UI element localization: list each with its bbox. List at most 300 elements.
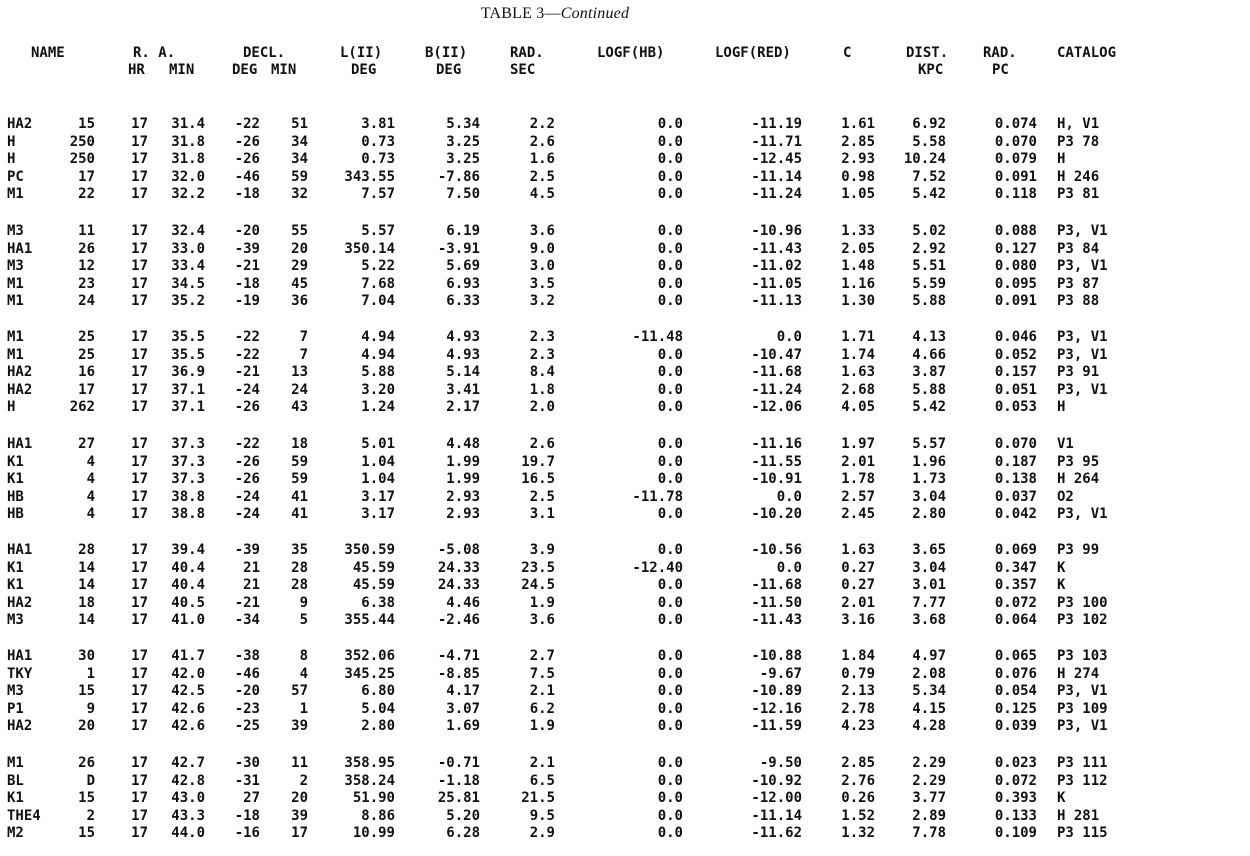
cell-c-value: 2.45 xyxy=(841,506,875,523)
cell-catalog: P3, V1 xyxy=(1057,329,1108,345)
cell-ra-hr: 17 xyxy=(131,594,148,611)
cell-catalog: P3 112 xyxy=(1057,772,1108,789)
cell-logf-hb: 0.0 xyxy=(657,683,683,700)
cell-c-value: 1.71 xyxy=(841,329,875,345)
cell-ra-min: 44.0 xyxy=(171,825,205,842)
cell-dist: 1.73 xyxy=(912,471,946,488)
cell-b2: 3.25 xyxy=(446,133,480,150)
cell-catalog: V1 xyxy=(1057,436,1074,452)
cell-number: 12 xyxy=(78,258,95,275)
cell-b2: 5.20 xyxy=(446,807,480,824)
cell-decl-min: 7 xyxy=(299,346,308,363)
cell-ra-hr: 17 xyxy=(131,825,148,842)
cell-decl-min: 1 xyxy=(299,700,308,717)
cell-logf-red: -11.59 xyxy=(751,718,802,735)
cell-rad-pc: 0.138 xyxy=(994,471,1037,488)
cell-dist: 2.29 xyxy=(912,755,946,771)
cell-rad-pc: 0.064 xyxy=(994,612,1037,629)
cell-name: HA1 xyxy=(7,240,33,257)
cell-rad-pc: 0.347 xyxy=(994,559,1037,576)
cell-number: 14 xyxy=(78,577,95,594)
cell-name: K1 xyxy=(7,790,24,807)
cell-ra-min: 40.5 xyxy=(171,594,205,611)
cell-logf-red: -11.50 xyxy=(751,594,802,611)
cell-decl-min: 13 xyxy=(291,364,308,381)
cell-dist: 5.88 xyxy=(912,381,946,398)
cell-dist: 5.02 xyxy=(912,223,946,239)
cell-logf-hb: 0.0 xyxy=(657,116,683,132)
cell-ra-hr: 17 xyxy=(131,488,148,505)
cell-b2: -4.71 xyxy=(437,648,480,664)
cell-decl-deg: -16 xyxy=(234,825,260,842)
cell-decl-min: 2 xyxy=(299,772,308,789)
cell-number: D xyxy=(86,772,95,789)
cell-rad-pc: 0.053 xyxy=(994,399,1037,416)
cell-b2: 25.81 xyxy=(437,790,480,807)
header-rad-pc-unit: PC xyxy=(992,62,1009,78)
cell-c-value: 1.63 xyxy=(841,542,875,558)
cell-rad-pc: 0.109 xyxy=(994,825,1037,842)
header-decl-min: MIN xyxy=(271,62,297,78)
cell-logf-hb: 0.0 xyxy=(657,240,683,257)
cell-c-value: 1.05 xyxy=(841,186,875,203)
header-rad-sec-unit: SEC xyxy=(510,62,536,78)
cell-dist: 1.96 xyxy=(912,453,946,470)
cell-rad-pc: 0.076 xyxy=(994,665,1037,682)
cell-dist: 7.52 xyxy=(912,168,946,185)
table-title-prefix: TABLE 3— xyxy=(480,5,561,22)
cell-l2: 5.01 xyxy=(361,436,395,452)
cell-ra-hr: 17 xyxy=(131,133,148,150)
cell-catalog: H 281 xyxy=(1057,807,1100,824)
cell-name: M1 xyxy=(7,186,24,203)
cell-dist: 3.87 xyxy=(912,364,946,381)
cell-b2: 5.14 xyxy=(446,364,480,381)
cell-rad-sec: 6.2 xyxy=(529,700,555,717)
cell-decl-min: 28 xyxy=(291,559,308,576)
cell-ra-hr: 17 xyxy=(131,275,148,292)
cell-number: 14 xyxy=(78,612,95,629)
cell-c-value: 1.16 xyxy=(841,275,875,292)
cell-number: 16 xyxy=(78,364,95,381)
cell-rad-sec: 2.6 xyxy=(529,133,555,150)
cell-decl-min: 5 xyxy=(299,612,308,629)
cell-ra-hr: 17 xyxy=(131,223,148,239)
cell-ra-min: 42.6 xyxy=(171,700,205,717)
cell-l2: 45.59 xyxy=(352,559,395,576)
cell-b2: 24.33 xyxy=(437,577,480,594)
cell-logf-red: -11.13 xyxy=(751,293,802,310)
cell-decl-deg: -46 xyxy=(234,168,260,185)
cell-logf-hb: 0.0 xyxy=(657,151,683,168)
cell-decl-min: 39 xyxy=(291,718,308,735)
cell-name: M1 xyxy=(7,329,24,345)
cell-l2: 355.44 xyxy=(344,612,395,629)
cell-catalog: P3 88 xyxy=(1057,293,1100,310)
cell-catalog: P3 111 xyxy=(1057,755,1108,771)
cell-rad-pc: 0.088 xyxy=(994,223,1037,239)
cell-rad-sec: 3.9 xyxy=(529,542,555,558)
cell-catalog: P3, V1 xyxy=(1057,683,1108,700)
cell-ra-min: 38.8 xyxy=(171,488,205,505)
cell-number: 18 xyxy=(78,594,95,611)
cell-rad-sec: 1.6 xyxy=(529,151,555,168)
cell-rad-sec: 1.9 xyxy=(529,718,555,735)
header-ra-hr: HR xyxy=(128,62,145,78)
header-ra: R. A. xyxy=(133,45,176,61)
cell-name: HA1 xyxy=(7,542,33,558)
cell-logf-hb: 0.0 xyxy=(657,364,683,381)
cell-decl-deg: -24 xyxy=(234,381,260,398)
cell-catalog: P3 102 xyxy=(1057,612,1108,629)
cell-logf-hb: 0.0 xyxy=(657,542,683,558)
cell-logf-red: -12.00 xyxy=(751,790,802,807)
cell-ra-min: 33.0 xyxy=(171,240,205,257)
cell-number: 23 xyxy=(78,275,95,292)
cell-catalog: P3 78 xyxy=(1057,133,1100,150)
cell-l2: 5.22 xyxy=(361,258,395,275)
cell-ra-hr: 17 xyxy=(131,772,148,789)
cell-l2: 6.38 xyxy=(361,594,395,611)
cell-catalog: P3 84 xyxy=(1057,240,1100,257)
header-logf-red: LOGF(RED) xyxy=(715,45,791,61)
cell-rad-pc: 0.070 xyxy=(994,133,1037,150)
cell-logf-red: 0.0 xyxy=(776,559,802,576)
cell-catalog: P3 103 xyxy=(1057,648,1108,664)
cell-decl-min: 7 xyxy=(299,329,308,345)
cell-c-value: 3.16 xyxy=(841,612,875,629)
cell-rad-pc: 0.054 xyxy=(994,683,1037,700)
cell-dist: 2.08 xyxy=(912,665,946,682)
cell-logf-hb: 0.0 xyxy=(657,293,683,310)
cell-logf-hb: 0.0 xyxy=(657,399,683,416)
cell-catalog: P3, V1 xyxy=(1057,346,1108,363)
cell-logf-red: -11.14 xyxy=(751,168,802,185)
cell-logf-red: -10.88 xyxy=(751,648,802,664)
cell-ra-hr: 17 xyxy=(131,506,148,523)
cell-rad-pc: 0.187 xyxy=(994,453,1037,470)
cell-dist: 3.04 xyxy=(912,559,946,576)
cell-l2: 6.80 xyxy=(361,683,395,700)
cell-decl-deg: -22 xyxy=(234,116,260,132)
cell-decl-min: 34 xyxy=(291,151,308,168)
cell-ra-hr: 17 xyxy=(131,151,148,168)
cell-decl-min: 57 xyxy=(291,683,308,700)
cell-rad-sec: 21.5 xyxy=(521,790,555,807)
cell-logf-red: -12.16 xyxy=(751,700,802,717)
cell-decl-deg: -31 xyxy=(234,772,260,789)
cell-catalog: P3 81 xyxy=(1057,186,1100,203)
cell-number: 1 xyxy=(86,665,95,682)
cell-b2: -3.91 xyxy=(437,240,480,257)
cell-l2: 358.24 xyxy=(344,772,395,789)
cell-b2: 1.99 xyxy=(446,471,480,488)
cell-logf-red: -10.96 xyxy=(751,223,802,239)
cell-c-value: 1.61 xyxy=(841,116,875,132)
cell-name: BL xyxy=(7,772,24,789)
cell-c-value: 1.32 xyxy=(841,825,875,842)
cell-b2: 2.93 xyxy=(446,488,480,505)
cell-dist: 10.24 xyxy=(903,151,946,168)
cell-name: K1 xyxy=(7,577,24,594)
cell-b2: 1.69 xyxy=(446,718,480,735)
cell-b2: 3.07 xyxy=(446,700,480,717)
cell-rad-pc: 0.023 xyxy=(994,755,1037,771)
cell-dist: 3.65 xyxy=(912,542,946,558)
cell-logf-hb: 0.0 xyxy=(657,577,683,594)
table-title-continued: Continued xyxy=(560,5,630,22)
cell-catalog: H xyxy=(1057,399,1066,416)
cell-decl-deg: -24 xyxy=(234,488,260,505)
cell-b2: 4.17 xyxy=(446,683,480,700)
cell-dist: 5.42 xyxy=(912,399,946,416)
cell-logf-red: -9.67 xyxy=(759,665,802,682)
cell-rad-pc: 0.091 xyxy=(994,293,1037,310)
cell-ra-hr: 17 xyxy=(131,436,148,452)
cell-b2: -2.46 xyxy=(437,612,480,629)
cell-l2: 350.59 xyxy=(344,542,395,558)
cell-l2: 0.73 xyxy=(361,151,395,168)
cell-c-value: 1.63 xyxy=(841,364,875,381)
cell-decl-min: 28 xyxy=(291,577,308,594)
cell-logf-hb: 0.0 xyxy=(657,275,683,292)
cell-number: 4 xyxy=(86,453,95,470)
cell-c-value: 2.05 xyxy=(841,240,875,257)
cell-name: M3 xyxy=(7,612,24,629)
cell-name: HA2 xyxy=(7,364,33,381)
cell-logf-hb: 0.0 xyxy=(657,168,683,185)
cell-ra-min: 42.0 xyxy=(171,665,205,682)
cell-catalog: P3 115 xyxy=(1057,825,1108,842)
cell-logf-red: -9.50 xyxy=(759,755,802,771)
cell-ra-min: 39.4 xyxy=(171,542,205,558)
header-dist-unit: KPC xyxy=(918,62,944,78)
cell-l2: 5.57 xyxy=(361,223,395,239)
cell-decl-min: 29 xyxy=(291,258,308,275)
cell-rad-sec: 16.5 xyxy=(521,471,555,488)
cell-logf-red: 0.0 xyxy=(776,488,802,505)
cell-logf-red: -11.24 xyxy=(751,381,802,398)
cell-decl-deg: -25 xyxy=(234,718,260,735)
cell-ra-min: 42.8 xyxy=(171,772,205,789)
header-decl-deg: DEG xyxy=(232,62,258,78)
cell-rad-pc: 0.042 xyxy=(994,506,1037,523)
cell-rad-sec: 23.5 xyxy=(521,559,555,576)
cell-decl-min: 59 xyxy=(291,168,308,185)
cell-dist: 4.97 xyxy=(912,648,946,664)
cell-decl-deg: -24 xyxy=(234,506,260,523)
cell-b2: 6.28 xyxy=(446,825,480,842)
cell-logf-red: -11.43 xyxy=(751,240,802,257)
cell-decl-min: 35 xyxy=(291,542,308,558)
cell-logf-hb: 0.0 xyxy=(657,186,683,203)
cell-b2: 4.93 xyxy=(446,346,480,363)
cell-decl-min: 43 xyxy=(291,399,308,416)
cell-dist: 3.04 xyxy=(912,488,946,505)
cell-c-value: 2.13 xyxy=(841,683,875,700)
cell-catalog: K xyxy=(1057,559,1066,576)
cell-rad-sec: 2.3 xyxy=(529,346,555,363)
cell-ra-min: 43.3 xyxy=(171,807,205,824)
cell-logf-red: -10.56 xyxy=(751,542,802,558)
cell-rad-sec: 2.2 xyxy=(529,116,555,132)
cell-catalog: K xyxy=(1057,790,1066,807)
cell-b2: 6.93 xyxy=(446,275,480,292)
cell-decl-min: 17 xyxy=(291,825,308,842)
cell-b2: 2.17 xyxy=(446,399,480,416)
cell-dist: 5.58 xyxy=(912,133,946,150)
cell-l2: 1.04 xyxy=(361,453,395,470)
header-rad-sec: RAD. xyxy=(510,45,544,61)
cell-ra-min: 37.3 xyxy=(171,453,205,470)
cell-dist: 5.88 xyxy=(912,293,946,310)
cell-name: HA2 xyxy=(7,116,33,132)
cell-c-value: 1.84 xyxy=(841,648,875,664)
cell-rad-sec: 2.9 xyxy=(529,825,555,842)
cell-rad-sec: 19.7 xyxy=(521,453,555,470)
cell-rad-pc: 0.125 xyxy=(994,700,1037,717)
cell-c-value: 1.52 xyxy=(841,807,875,824)
cell-rad-pc: 0.074 xyxy=(994,116,1037,132)
cell-dist: 3.01 xyxy=(912,577,946,594)
cell-decl-min: 11 xyxy=(291,755,308,771)
cell-rad-pc: 0.157 xyxy=(994,364,1037,381)
cell-b2: 1.99 xyxy=(446,453,480,470)
cell-number: 4 xyxy=(86,488,95,505)
cell-decl-min: 59 xyxy=(291,453,308,470)
cell-l2: 4.94 xyxy=(361,329,395,345)
cell-number: 20 xyxy=(78,718,95,735)
cell-name: M1 xyxy=(7,293,24,310)
cell-l2: 7.04 xyxy=(361,293,395,310)
cell-name: THE4 xyxy=(7,807,41,824)
cell-logf-red: -10.91 xyxy=(751,471,802,488)
cell-rad-sec: 2.5 xyxy=(529,168,555,185)
cell-name: HA1 xyxy=(7,648,33,664)
cell-l2: 3.20 xyxy=(361,381,395,398)
cell-decl-deg: -26 xyxy=(234,471,260,488)
cell-ra-hr: 17 xyxy=(131,471,148,488)
cell-ra-hr: 17 xyxy=(131,186,148,203)
cell-number: 250 xyxy=(69,151,95,168)
cell-ra-min: 32.0 xyxy=(171,168,205,185)
cell-c-value: 2.85 xyxy=(841,133,875,150)
cell-logf-hb: 0.0 xyxy=(657,665,683,682)
cell-c-value: 2.85 xyxy=(841,755,875,771)
cell-logf-hb: 0.0 xyxy=(657,790,683,807)
cell-dist: 5.51 xyxy=(912,258,946,275)
cell-logf-hb: 0.0 xyxy=(657,506,683,523)
cell-number: 11 xyxy=(78,223,95,239)
cell-decl-deg: 21 xyxy=(243,577,260,594)
cell-number: 30 xyxy=(78,648,95,664)
cell-logf-hb: 0.0 xyxy=(657,594,683,611)
cell-decl-deg: -34 xyxy=(234,612,260,629)
cell-ra-min: 38.8 xyxy=(171,506,205,523)
cell-l2: 358.95 xyxy=(344,755,395,771)
cell-decl-deg: -22 xyxy=(234,329,260,345)
cell-dist: 6.92 xyxy=(912,116,946,132)
cell-logf-hb: 0.0 xyxy=(657,700,683,717)
cell-decl-deg: -22 xyxy=(234,436,260,452)
cell-ra-hr: 17 xyxy=(131,381,148,398)
cell-decl-min: 9 xyxy=(299,594,308,611)
cell-c-value: 0.27 xyxy=(841,559,875,576)
cell-decl-deg: -22 xyxy=(234,346,260,363)
cell-ra-hr: 17 xyxy=(131,718,148,735)
cell-logf-hb: 0.0 xyxy=(657,346,683,363)
cell-number: 24 xyxy=(78,293,95,310)
cell-l2: 3.17 xyxy=(361,488,395,505)
cell-rad-sec: 2.1 xyxy=(529,683,555,700)
cell-ra-hr: 17 xyxy=(131,240,148,257)
cell-decl-min: 55 xyxy=(291,223,308,239)
cell-ra-hr: 17 xyxy=(131,559,148,576)
cell-ra-hr: 17 xyxy=(131,700,148,717)
cell-ra-min: 42.7 xyxy=(171,755,205,771)
cell-b2: 2.93 xyxy=(446,506,480,523)
cell-ra-hr: 17 xyxy=(131,258,148,275)
cell-number: 262 xyxy=(69,399,95,416)
cell-number: 4 xyxy=(86,471,95,488)
cell-logf-hb: -12.40 xyxy=(632,559,683,576)
cell-rad-sec: 3.0 xyxy=(529,258,555,275)
cell-number: 4 xyxy=(86,506,95,523)
cell-ra-min: 31.8 xyxy=(171,151,205,168)
cell-catalog: P3 99 xyxy=(1057,542,1100,558)
cell-number: 15 xyxy=(78,790,95,807)
cell-ra-hr: 17 xyxy=(131,542,148,558)
cell-b2: 24.33 xyxy=(437,559,480,576)
cell-dist: 4.66 xyxy=(912,346,946,363)
cell-ra-min: 42.5 xyxy=(171,683,205,700)
cell-logf-red: -11.05 xyxy=(751,275,802,292)
cell-number: 250 xyxy=(69,133,95,150)
cell-ra-min: 40.4 xyxy=(171,577,205,594)
cell-rad-sec: 24.5 xyxy=(521,577,555,594)
cell-catalog: H 274 xyxy=(1057,665,1100,682)
cell-ra-min: 33.4 xyxy=(171,258,205,275)
cell-b2: 4.93 xyxy=(446,329,480,345)
cell-catalog: P3, V1 xyxy=(1057,381,1108,398)
cell-logf-red: -11.68 xyxy=(751,577,802,594)
cell-name: HA2 xyxy=(7,381,33,398)
cell-rad-pc: 0.037 xyxy=(994,488,1037,505)
cell-l2: 10.99 xyxy=(352,825,395,842)
cell-l2: 350.14 xyxy=(344,240,395,257)
cell-l2: 3.17 xyxy=(361,506,395,523)
cell-l2: 345.25 xyxy=(344,665,395,682)
cell-dist: 4.15 xyxy=(912,700,946,717)
cell-c-value: 2.78 xyxy=(841,700,875,717)
cell-b2: 3.41 xyxy=(446,381,480,398)
cell-number: 17 xyxy=(78,381,95,398)
cell-b2: 5.34 xyxy=(446,116,480,132)
cell-dist: 3.68 xyxy=(912,612,946,629)
cell-rad-pc: 0.070 xyxy=(994,436,1037,452)
cell-decl-deg: -20 xyxy=(234,683,260,700)
cell-ra-hr: 17 xyxy=(131,683,148,700)
cell-rad-sec: 2.5 xyxy=(529,488,555,505)
cell-rad-sec: 6.5 xyxy=(529,772,555,789)
header-decl: DECL. xyxy=(243,45,286,61)
cell-logf-red: -11.68 xyxy=(751,364,802,381)
cell-number: 14 xyxy=(78,559,95,576)
cell-logf-red: -12.06 xyxy=(751,399,802,416)
cell-catalog: O2 xyxy=(1057,488,1074,505)
cell-dist: 3.77 xyxy=(912,790,946,807)
cell-rad-pc: 0.357 xyxy=(994,577,1037,594)
